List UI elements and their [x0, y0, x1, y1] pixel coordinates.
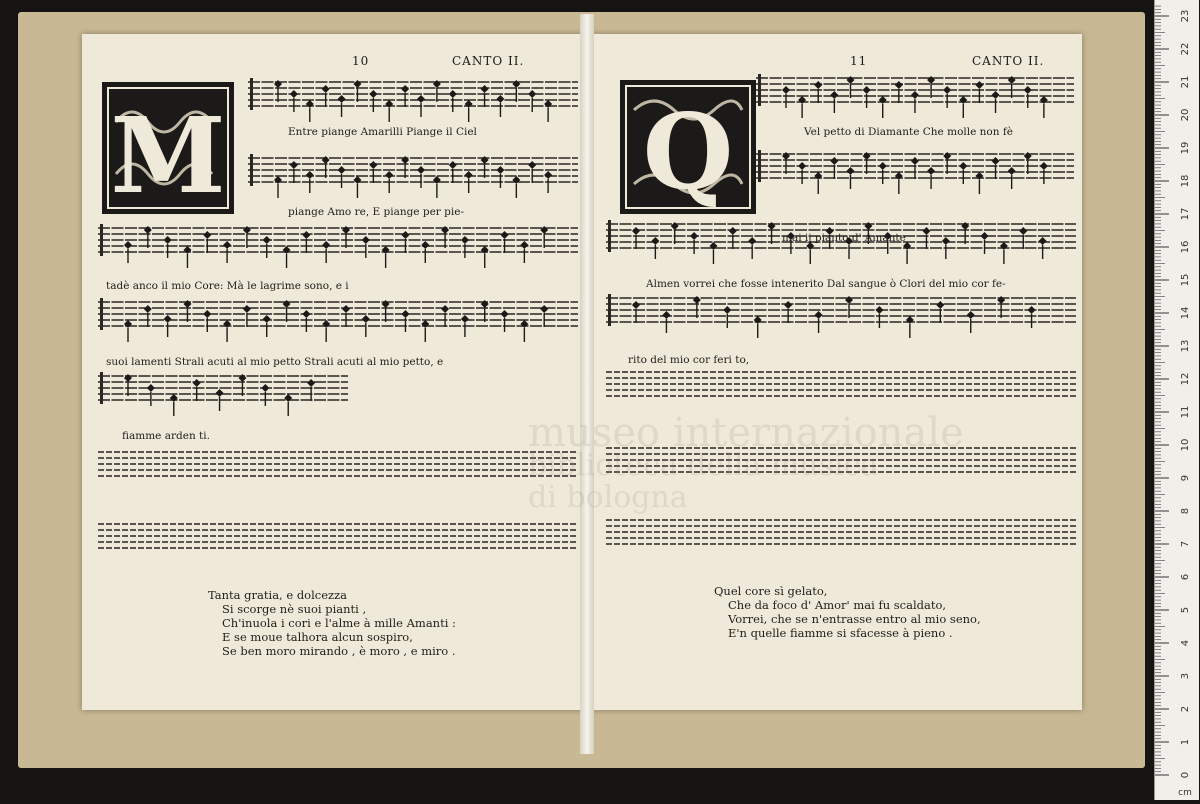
right-page-number: 11 [850, 54, 868, 68]
left-music-staves [98, 74, 578, 604]
right-lyric-line-2: mai ij pianto d' Amante [782, 232, 906, 244]
ruler-tick-label: 11 [1180, 405, 1191, 419]
left-lyric-line-3: tadè anco il mio Core: Mà le lagrime sono, e i [106, 280, 349, 292]
ruler-tick-label: 20 [1180, 108, 1191, 122]
right-verse-line-3: Vorrei, che se n'entrasse entro al mio seno, [728, 612, 981, 626]
ruler-tick-label: 15 [1180, 273, 1191, 287]
right-verse [714, 584, 981, 640]
ruler-unit-label: cm [1178, 788, 1192, 798]
ruler-tick-label: 6 [1180, 573, 1191, 581]
right-lyric-line-4: rito del mio cor feri to, [628, 354, 750, 366]
ruler-tick-label: 14 [1180, 306, 1191, 320]
left-lyric-line-4: suoi lamenti Strali acuti al mio petto Strali acuti al mio petto, e [106, 356, 444, 368]
ruler-tick-label: 17 [1180, 207, 1191, 221]
ruler-tick-label: 0 [1180, 771, 1191, 779]
ruler-tick-label: 1 [1180, 738, 1191, 746]
ruler-tick-label: 21 [1180, 75, 1191, 89]
initial-letter: Q [642, 90, 734, 213]
left-running-head: CANTO II. [452, 54, 525, 68]
left-verse-line-5: Se ben moro mirando , è moro , e miro . [222, 644, 456, 658]
ruler-tick-label: 3 [1180, 672, 1191, 680]
right-lyric-line-3: Almen vorrei che fosse intenerito Dal sangue ò Clori del mio cor fe- [646, 278, 1006, 290]
right-page [588, 34, 1082, 710]
right-verse-line-4: E'n quelle fiamme si sfacesse à pieno . [728, 626, 953, 640]
ruler-ticks [1155, 0, 1199, 800]
right-verse-line-2: Che da foco d' Amor' mai fu scaldato, [728, 598, 947, 612]
book-gutter [580, 14, 594, 754]
ruler-tick-label: 16 [1180, 240, 1191, 254]
ruler-tick-label: 10 [1180, 438, 1191, 452]
left-lyric-line-1: Entre piange Amarilli Piange il Ciel [288, 126, 477, 138]
ruler-tick-label: 4 [1180, 639, 1191, 647]
ruler-tick-label: 5 [1180, 606, 1191, 614]
ruler-tick-label: 8 [1180, 507, 1191, 515]
right-lyric-line-1: Vel petto di Diamante Che molle non fè [804, 126, 1013, 138]
ruler-tick-label: 23 [1180, 9, 1191, 23]
ruler-tick-label: 7 [1180, 540, 1191, 548]
right-music-staves [606, 72, 1076, 602]
left-verse [208, 588, 456, 658]
right-running-head: CANTO II. [972, 54, 1045, 68]
right-verse-line-1: Quel core sì gelato, [714, 584, 828, 598]
watermark-line-2: biblioteca della musica [528, 448, 879, 483]
ruler-tick-label: 2 [1180, 705, 1191, 713]
left-verse-line-2: Si scorge nè suoi pianti , [222, 602, 367, 616]
left-page [82, 34, 587, 710]
left-verse-line-1: Tanta gratia, e dolcezza [208, 588, 347, 602]
measurement-ruler [1154, 0, 1199, 800]
left-page-number: 10 [352, 54, 370, 68]
left-verse-line-4: E se moue talhora alcun sospiro, [222, 630, 413, 644]
ruler-tick-label: 12 [1180, 372, 1191, 386]
ruler-tick-label: 13 [1180, 339, 1191, 353]
left-lyric-line-2: piange Amo re, E piange per pie- [288, 206, 464, 218]
watermark-line-1: museo internazionale [528, 410, 964, 456]
watermark-line-3: di bologna [528, 480, 688, 515]
ruler-tick-label: 22 [1180, 42, 1191, 56]
left-lyric-line-5: fiamme arden ti. [122, 430, 210, 442]
ruler-tick-label: 18 [1180, 174, 1191, 188]
ruler-tick-label: 9 [1180, 474, 1191, 482]
ruler-tick-label: 19 [1180, 141, 1191, 155]
initial-letter: M [110, 94, 226, 214]
left-verse-line-3: Ch'inuola i cori e l'alme à mille Amanti : [222, 616, 456, 630]
